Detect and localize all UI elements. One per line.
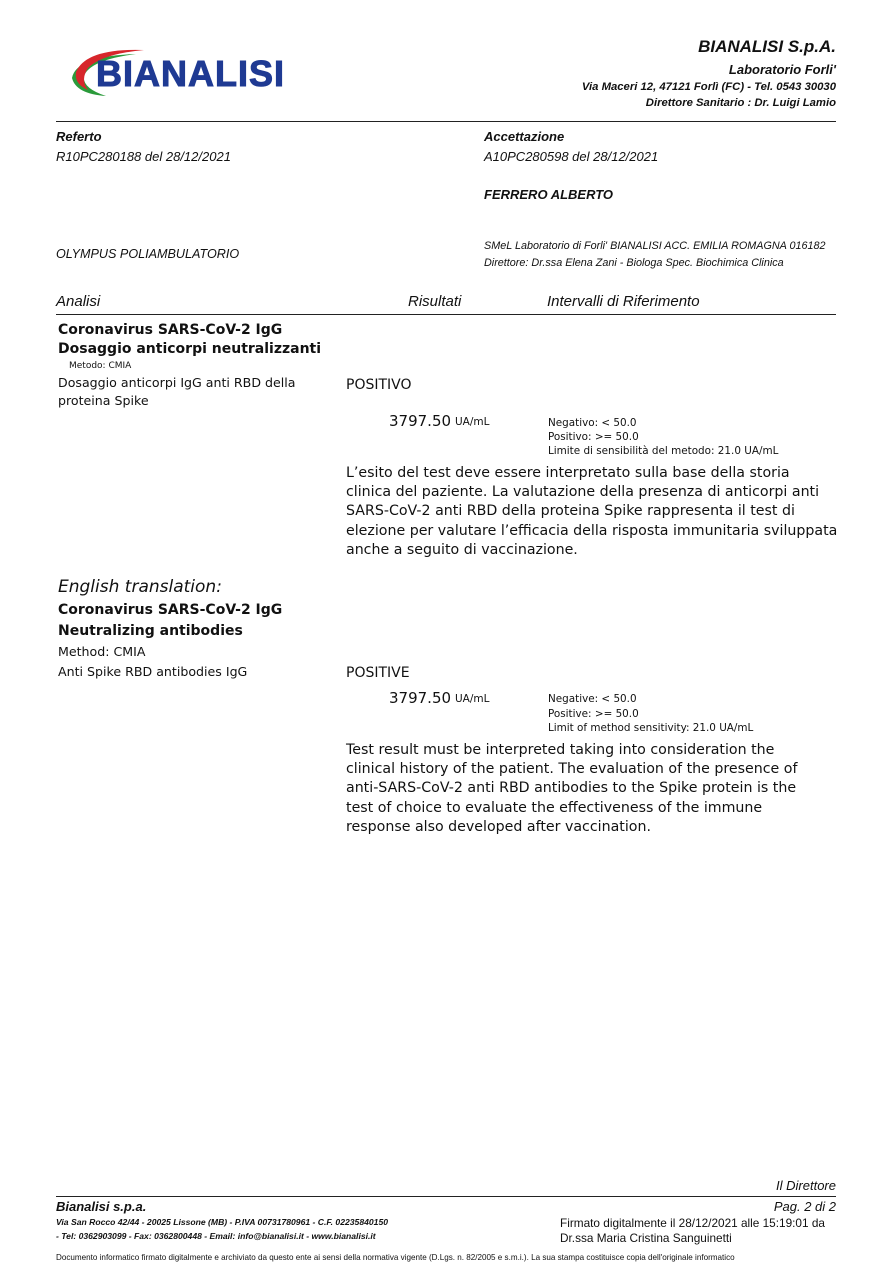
footer-address2: - Tel: 0362903099 - Fax: 0362800448 - Email: info@bianalisi.it - www.bianalisi.it	[56, 1231, 376, 1241]
it-value: 3797.50	[389, 412, 452, 430]
it-note: L’esito del test deve essere interpretato sulla base della storia clinica del paziente. La valutazione della presenza di anticorpi anti SARS-CoV-2 anti RBD della proteina Spike rappresenta il test di elezione per valutare l’efficacia della risposta immunitaria sviluppata anche a seguito di vaccinazione.	[346, 465, 838, 558]
en-heading: English translation:	[58, 577, 222, 597]
column-analisi: Analisi	[56, 293, 101, 310]
en-ref1: Negative: < 50.0	[548, 693, 637, 705]
it-ref3: Limite di sensibilità del metodo: 21.0 UA/mL	[548, 445, 779, 457]
smel-line1: SMeL Laboratorio di Forli' BIANALISI ACC. EMILIA ROMAGNA 016182	[484, 240, 826, 252]
column-intervalli: Intervalli di Riferimento	[547, 293, 700, 310]
footer-company: Bianalisi s.p.a.	[56, 1199, 147, 1214]
en-title1: Coronavirus SARS-CoV-2 IgG	[58, 602, 283, 618]
it-title2: Dosaggio anticorpi neutralizzanti	[58, 341, 322, 357]
en-method: Method: CMIA	[58, 644, 146, 659]
footer-signed2: Dr.ssa Maria Cristina Sanguinetti	[560, 1231, 732, 1245]
clinic-name: OLYMPUS POLIAMBULATORIO	[56, 247, 240, 261]
it-title1: Coronavirus SARS-CoV-2 IgG	[58, 322, 283, 338]
columns-divider	[56, 314, 836, 315]
company-director: Direttore Sanitario : Dr. Luigi Lamio	[645, 97, 836, 109]
referto-label: Referto	[56, 129, 102, 144]
logo-text: BIANALISI	[96, 53, 285, 94]
company-name: BIANALISI S.p.A.	[698, 37, 836, 56]
it-result: POSITIVO	[346, 377, 412, 393]
en-note: Test result must be interpreted taking into consideration the clinical history of the patient. The evaluation of the presence of anti-SARS-CoV-2 anti RBD antibodies to the Spike protein is the test of choice to evaluate the effectiveness of the immune response also developed after vaccination.	[346, 742, 798, 835]
company-lab: Laboratorio Forli'	[728, 62, 836, 77]
company-address: Via Maceri 12, 47121 Forlì (FC) - Tel. 0543 30030	[581, 81, 836, 93]
referto-value: R10PC280188 del 28/12/2021	[56, 149, 231, 164]
en-title2: Neutralizing antibodies	[58, 623, 243, 639]
en-result: POSITIVE	[346, 665, 410, 681]
bianalisi-logo	[66, 44, 326, 104]
it-ref2: Positivo: >= 50.0	[548, 431, 639, 443]
en-ref3: Limit of method sensitivity: 21.0 UA/mL	[548, 722, 754, 734]
footer-disclaimer: Documento informatico firmato digitalmente e archiviato da questo ente ai sensi della normativa vigente (D.Lgs. n. 82/2005 e s.m.i.). La sua stampa costituisce copia dell'originale informatico	[56, 1253, 735, 1262]
en-ref2: Positive: >= 50.0	[548, 708, 639, 720]
footer-page: Pag. 2 di 2	[773, 1199, 836, 1214]
footer-signed1: Firmato digitalmente il 28/12/2021 alle 15:19:01 da	[560, 1216, 825, 1230]
en-unit: UA/mL	[455, 693, 490, 705]
footer-director-label: Il Direttore	[776, 1178, 836, 1193]
en-test-line1: Anti Spike RBD antibodies IgG	[58, 664, 248, 679]
it-test-line1: Dosaggio anticorpi IgG anti RBD della	[58, 375, 296, 390]
accettazione-value: A10PC280598 del 28/12/2021	[484, 149, 659, 164]
column-risultati: Risultati	[408, 293, 462, 310]
smel-line2: Direttore: Dr.ssa Elena Zani - Biologa Spec. Biochimica Clinica	[484, 257, 784, 269]
patient-name: FERRERO ALBERTO	[484, 187, 614, 202]
en-value: 3797.50	[389, 689, 452, 707]
footer-address1: Via San Rocco 42/44 - 20025 Lissone (MB) - P.IVA 00731780961 - C.F. 02235840150	[56, 1217, 388, 1227]
it-test-line2: proteina Spike	[58, 393, 149, 408]
footer-divider	[56, 1196, 836, 1197]
it-unit: UA/mL	[455, 416, 490, 428]
header-divider	[56, 121, 836, 122]
it-ref1: Negativo: < 50.0	[548, 417, 637, 429]
accettazione-label: Accettazione	[484, 129, 565, 144]
it-method: Metodo: CMIA	[69, 361, 132, 371]
